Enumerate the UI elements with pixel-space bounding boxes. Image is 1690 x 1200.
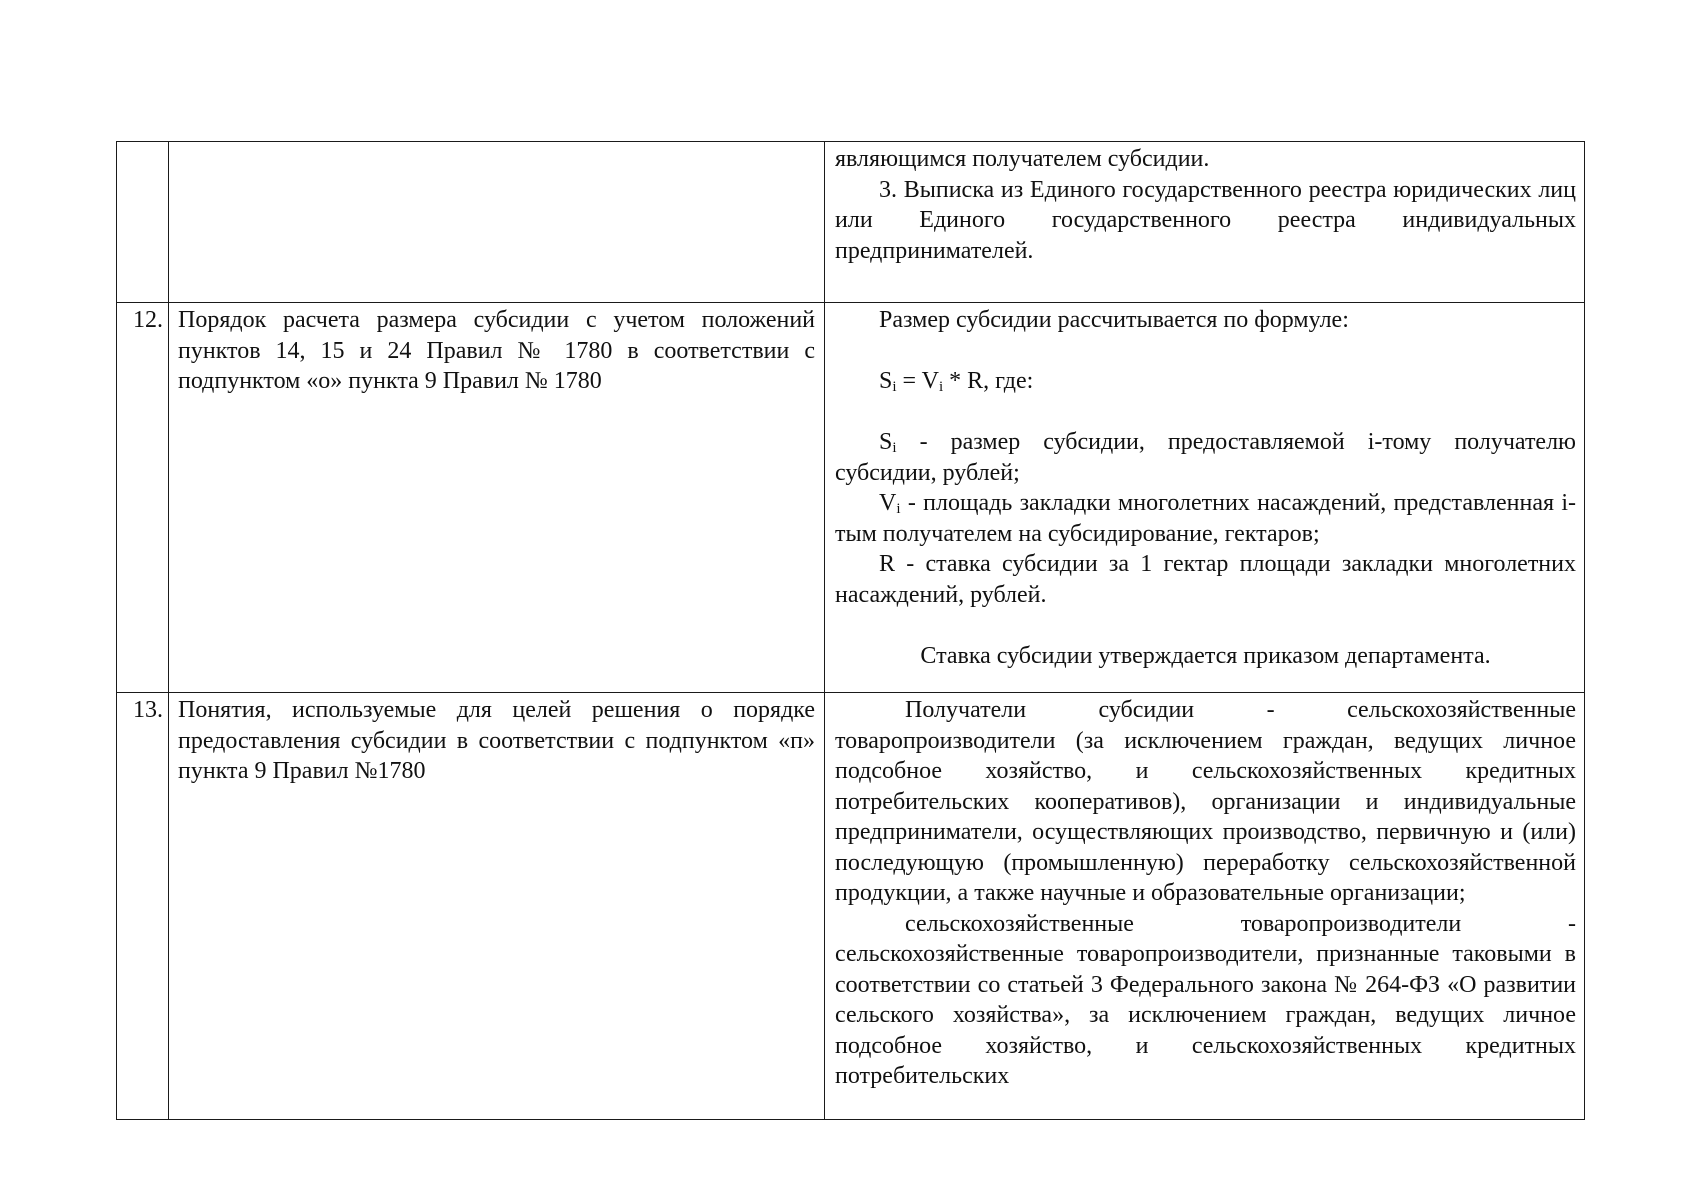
row-number: 12. (133, 307, 163, 333)
row-label-cell (169, 303, 825, 693)
document-table (116, 141, 1585, 1120)
table-row (117, 693, 1585, 1120)
row-content-cell (825, 142, 1585, 303)
row-number-cell (117, 142, 169, 303)
row-label-cell (169, 693, 825, 1120)
formula-intro: Размер субсидии рассчитывается по формуле: (879, 307, 1349, 333)
paragraph: Получатели субсидии - сельскохозяйственные товаропроизводители (за исключением граждан, ведущих личное подсобное хозяйство, и сельскохозяйственных кредитных потребительских кооперативов), организации и индивидуальные предприниматели, осуществляющих производство, первичную и (или) последующую (промышленную) переработку сельскохозяйственной продукции, а также научные и образовательные организации; (835, 697, 1576, 906)
row-label (169, 142, 824, 144)
table-row (117, 142, 1585, 303)
row-number-cell (117, 303, 169, 693)
row-label: Порядок расчета размера субсидии с учетом положений пунктов 14, 15 и 24 Правил № 1780 в соответствии с подпунктом «о» пункта 9 Правил № 1780 (178, 307, 815, 394)
paragraph: являющимся получателем субсидии. (835, 146, 1210, 172)
table-row (117, 303, 1585, 693)
definition-r: R - ставка субсидии за 1 гектар площади закладки многолетних насаждений, рублей. (835, 551, 1576, 608)
row-number-cell (117, 693, 169, 1120)
row-label: Понятия, используемые для целей решения о порядке предоставления субсидии в соответствии с подпунктом «п» пункта 9 Правил №1780 (178, 697, 815, 784)
row-number: 13. (133, 697, 163, 723)
row-number (117, 142, 168, 144)
formula: $S_i = V_i * R$, где: (879, 368, 1034, 395)
paragraph: сельскохозяйственные товаропроизводители - сельскохозяйственные товаропроизводители, признанные таковыми в соответствии со статьей 3 Федерального закона № 264-ФЗ «О развитии сельского хозяйства», за исключением граждан, ведущих личное подсобное хозяйство, и сельскохозяйственных кредитных потребительских (835, 910, 1576, 1089)
paragraph: 3. Выписка из Единого государственного реестра юридических лиц или Единого государственного реестра индивидуальных предпринимателей. (835, 176, 1576, 264)
rate-note: Ставка субсидии утверждается приказом департамента. (920, 642, 1491, 669)
row-content-cell (825, 693, 1585, 1120)
definition-s: $S_i$ - размер субсидии, предоставляемой i-тому получателю субсидии, рублей; (835, 429, 1576, 486)
row-content-cell (825, 303, 1585, 693)
definition-v: $V_i$ - площадь закладки многолетних насаждений, представленная i-тым получателем на субсидирование, гектаров; (835, 490, 1576, 547)
row-label-cell (169, 142, 825, 303)
